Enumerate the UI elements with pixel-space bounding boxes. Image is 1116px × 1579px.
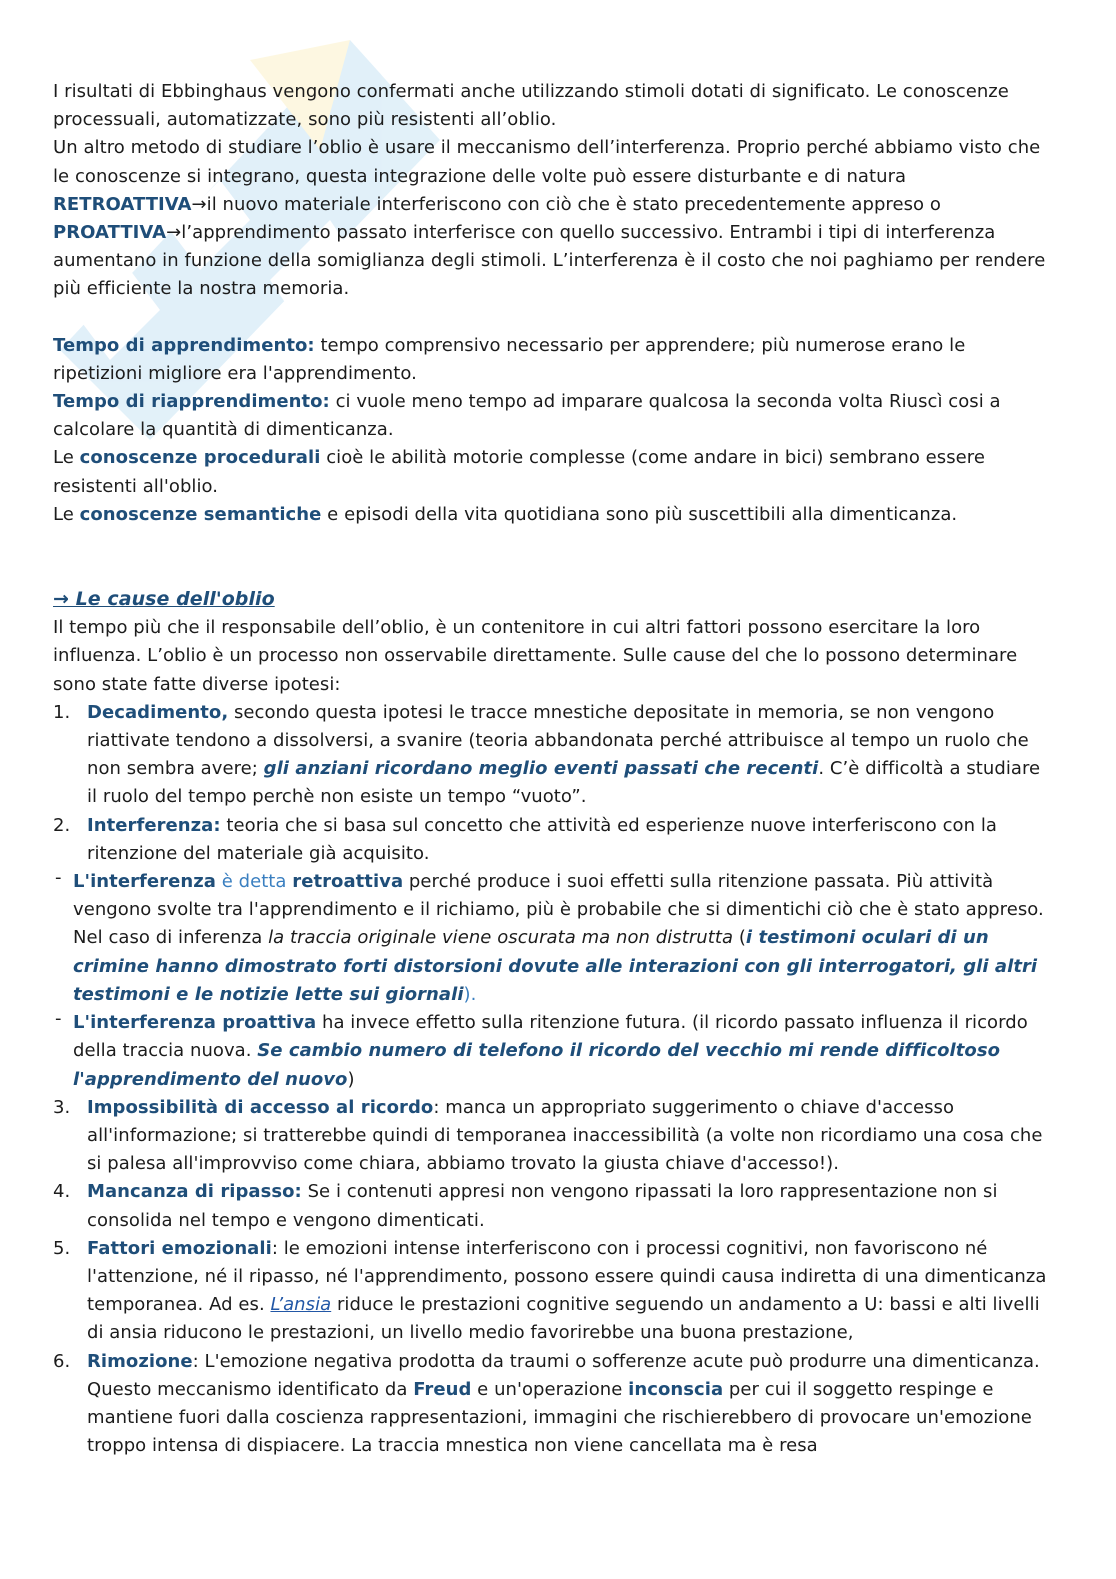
intro-paragraph-1: I risultati di Ebbinghaus vengono confermati anche utilizzando stimoli dotati di significato. Le conoscenze processuali, automatizzate, sono più resistenti all’oblio.: [53, 81, 1009, 131]
list-item-interferenza: [53, 812, 1053, 868]
list-number: 1.: [53, 701, 71, 723]
list-term: Decadimento,: [87, 701, 229, 723]
inconscia-term: inconscia: [628, 1378, 724, 1400]
section-heading-cause-oblio: [53, 585, 1053, 614]
list-text: (: [733, 927, 746, 949]
list-text: : le emozioni intense interferiscono con i processi cognitivi, non favoriscono né l'attenzione, né il ripasso, né l'apprendimento, possono essere quindi causa indiretta di una dimenticanza temporanea. Ad es.: [87, 1237, 1047, 1316]
definition-term: conoscenze procedurali: [79, 447, 321, 469]
sublist-item-retroattiva: [53, 868, 1053, 1009]
list-text: teoria che si basa sul concetto che attività ed esperienze nuove interferiscono con la ritenzione del materiale già acquisito.: [87, 814, 997, 864]
list-number: 5.: [53, 1237, 71, 1259]
list-text: : manca un appropriato suggerimento o chiave d'accesso all'informazione; si tratterebbe quindi di temporanea inaccessibilità (a volte non ricordiamo una cosa che si palesa all'improvviso come chiara, abbiamo trovato la giusta chiave d'accesso!).: [87, 1096, 1043, 1175]
list-term: Rimozione: [87, 1350, 193, 1372]
list-italic: la traccia originale viene oscurata ma non distrutta: [268, 927, 734, 949]
list-number: 6.: [53, 1350, 71, 1372]
section-heading-text: → Le cause dell'oblio: [53, 588, 275, 611]
dash-bullet: -: [55, 867, 62, 889]
definition-term: Tempo di apprendimento:: [53, 334, 315, 356]
list-text: ): [347, 1068, 355, 1090]
list-number: 4.: [53, 1181, 71, 1203]
list-term: Fattori emozionali: [87, 1237, 272, 1259]
retroattiva-term: RETROATTIVA: [53, 193, 192, 215]
freud-term: Freud: [413, 1378, 472, 1400]
list-text: ha invece effetto sulla ritenzione futura. (il ricordo passato influenza il ricordo della traccia nuova.: [73, 1012, 1028, 1062]
list-light-text: è detta: [215, 871, 293, 893]
definition-tempo-apprendimento: [53, 332, 1053, 388]
list-text: . C’è difficoltà a studiare il ruolo del tempo perchè non esiste un tempo “vuoto”.: [87, 758, 1041, 808]
document-page: [53, 78, 1053, 1460]
list-text: : L'emozione negativa prodotta da traumi o sofferenze acute può produrre una dimenticanza. Questo meccanismo identificato da: [87, 1350, 1040, 1400]
list-item-mancanza-ripasso: [53, 1178, 1053, 1234]
intro-text-a: Un altro metodo di studiare l’oblio è usare il meccanismo dell’interferenza. Proprio perché abbiamo visto che le conoscenze si integrano, questa integrazione delle volte può essere disturbante e di natura: [53, 137, 1041, 187]
list-term: retroattiva: [292, 871, 404, 893]
definition-conoscenze-procedurali: [53, 444, 1053, 500]
list-text: e un'operazione: [471, 1378, 629, 1400]
list-text: ).: [463, 983, 477, 1005]
list-text: perché produce i suoi effetti sulla ritenzione passata. Più attività vengono svolte tra l'apprendimento e il richiamo, più è probabile che si dimentichi ciò che è stato appreso. Nel caso di inferenza: [73, 871, 1044, 949]
list-emphasis: i testimoni oculari di un crimine hanno dimostrato forti distorsioni dovute alle interazioni con gli interrogatori, gli altri testimoni e le notizie lette sui giornali: [73, 927, 1038, 1005]
definition-conoscenze-semantiche: [53, 501, 1053, 529]
list-term: L'interferenza: [73, 871, 216, 893]
definition-prefix: Le: [53, 447, 80, 469]
proattiva-term: PROATTIVA: [53, 222, 167, 244]
list-item-decadimento: [53, 699, 1053, 812]
definition-text: e episodi della vita quotidiana sono più suscettibili alla dimenticanza.: [321, 503, 958, 525]
section-intro: Il tempo più che il responsabile dell’oblio, è un contenitore in cui altri fattori possono esercitare la loro influenza. L’oblio è un processo non osservabile direttamente. Sulle cause del che lo possono determinare sono state fatte diverse ipotesi:: [53, 617, 1018, 695]
definition-term: Tempo di riapprendimento:: [53, 391, 330, 413]
definition-tempo-riapprendimento: [53, 388, 1053, 444]
definition-term: conoscenze semantiche: [79, 503, 322, 525]
definition-text: ci vuole meno tempo ad imparare qualcosa la seconda volta Riuscì cosi a calcolare la quantità di dimenticanza.: [53, 391, 1001, 441]
list-text: riduce le prestazioni cognitive seguendo un andamento a U: bassi e alti livelli di ansia riducono le prestazioni, un livello medio favorirebbe una buona prestazione,: [87, 1294, 1040, 1344]
list-term: Impossibilità di accesso al ricordo: [87, 1096, 434, 1118]
list-term: L'interferenza proattiva: [73, 1012, 317, 1034]
definition-text: cioè le abilità motorie complesse (come andare in bici) sembrano essere resistenti all'oblio.: [53, 447, 985, 497]
list-text: per cui il soggetto respinge e mantiene fuori dalla coscienza rappresentazioni, immagini che rischierebbero di provocare un'emozione troppo intensa di dispiacere. La traccia mnestica non viene cancellata ma è resa: [87, 1378, 1032, 1457]
list-number: 2.: [53, 814, 71, 836]
list-term: Mancanza di ripasso:: [87, 1181, 302, 1203]
list-text: secondo questa ipotesi le tracce mnestiche depositate in memoria, se non vengono riattivate tendono a dissolversi, a svanire (teoria abbandonata perché attribuisce al tempo un ruolo che non sembra avere;: [87, 701, 1029, 780]
list-number: 3.: [53, 1096, 71, 1118]
list-emphasis: Se cambio numero di telefono il ricordo del vecchio mi rende difficoltoso l'apprendimento del nuovo: [73, 1040, 1001, 1090]
list-emphasis: gli anziani ricordano meglio eventi passati che recenti: [263, 758, 819, 780]
definition-prefix: Le: [53, 503, 80, 525]
list-item-rimozione: [53, 1348, 1053, 1461]
sublist-item-proattiva: [53, 1009, 1053, 1094]
list-item-impossibilita-accesso: [53, 1094, 1053, 1179]
list-item-fattori-emozionali: [53, 1235, 1053, 1348]
dash-bullet: -: [55, 1008, 62, 1030]
list-text: Se i contenuti appresi non vengono ripassati la loro rappresentazione non si consolida nel tempo e vengono dimenticati.: [87, 1181, 998, 1231]
intro-text-c: →l’apprendimento passato interferisce con quello successivo. Entrambi i tipi di interferenza aumentano in funzione della somiglianza degli stimoli. L’interferenza è il costo che noi paghiamo per rendere più efficiente la nostra memoria.: [53, 222, 1046, 300]
intro-paragraph-2: [53, 134, 1053, 303]
definition-text: tempo comprensivo necessario per apprendere; più numerose erano le ripetizioni migliore era l'apprendimento.: [53, 334, 966, 384]
intro-text-b: →il nuovo materiale interferiscono con ciò che è stato precedentemente appreso o: [191, 193, 941, 215]
ansia-link[interactable]: L’ansia: [270, 1294, 332, 1316]
list-term: Interferenza:: [87, 814, 221, 836]
